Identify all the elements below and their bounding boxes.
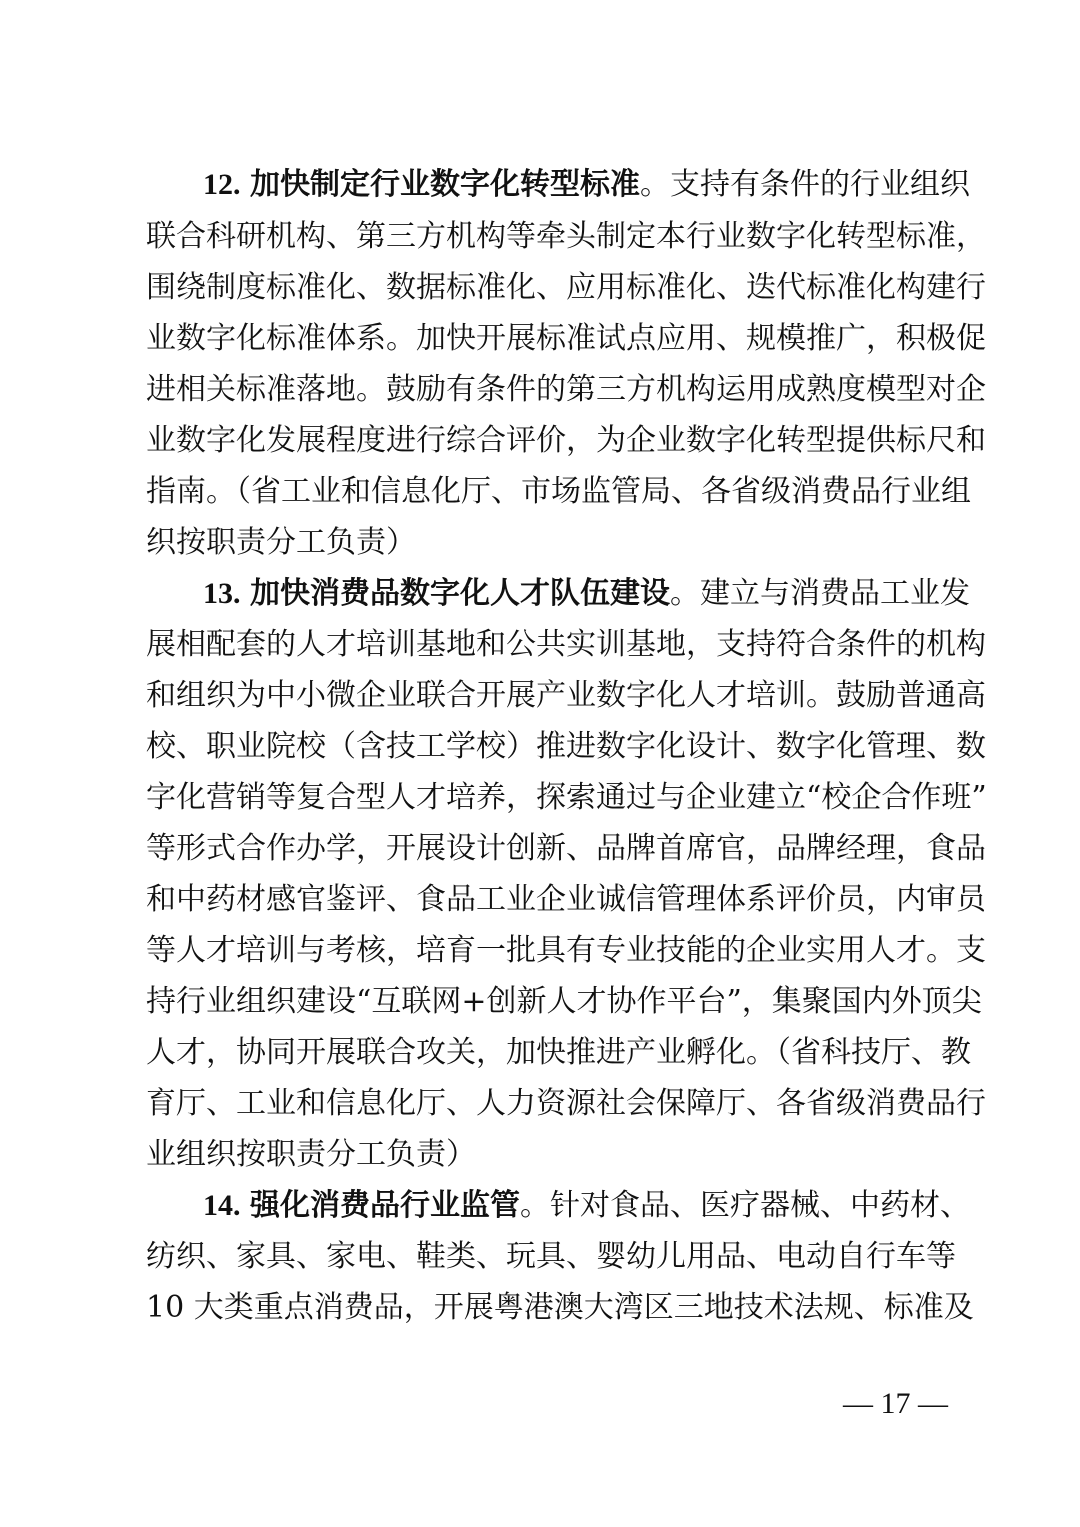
paragraph-13-line-12: 业组织按职责分工负责） xyxy=(146,1137,476,1172)
paragraph-12-line-3: 围绕制度标准化、数据标准化、应用标准化、迭代标准化构建行 xyxy=(146,270,986,305)
paragraph-13-line-11: 育厅、工业和信息化厅、人力资源社会保障厅、各省级消费品行 xyxy=(146,1086,986,1121)
paragraph-13-line-4: 校、职业院校（含技工学校）推进数字化设计、数字化管理、数 xyxy=(146,729,986,764)
paragraph-13-line-1 xyxy=(203,574,971,614)
paragraph-13-text: 。建立与消费品工业发 xyxy=(670,576,971,611)
paragraph-12-line-8: 织按职责分工负责） xyxy=(146,525,416,560)
paragraph-13-number: 13. xyxy=(203,577,241,610)
paragraph-12-line-6: 业数字化发展程度进行综合评价，为企业数字化转型提供标尺和 xyxy=(146,423,986,458)
paragraph-13-line-2: 展相配套的人才培训基地和公共实训基地，支持符合条件的机构 xyxy=(146,627,986,662)
paragraph-14-number: 14. xyxy=(203,1189,241,1222)
paragraph-14-line-2: 纺织、家具、家电、鞋类、玩具、婴幼儿用品、电动自行车等 xyxy=(146,1239,956,1274)
paragraph-12-number: 12. xyxy=(203,168,241,201)
paragraph-12-line-5: 进相关标准落地。鼓励有条件的第三方机构运用成熟度模型对企 xyxy=(146,372,986,407)
paragraph-12-line-1 xyxy=(203,165,971,205)
paragraph-14-line-1 xyxy=(203,1186,971,1226)
paragraph-13-line-6: 等形式合作办学，开展设计创新、品牌首席官，品牌经理，食品 xyxy=(146,831,986,866)
paragraph-13-line-9: 持行业组织建设“互联网+创新人才协作平台”，集聚国内外顶尖 xyxy=(146,984,982,1019)
paragraph-14-line-3: 10 大类重点消费品，开展粤港澳大湾区三地技术法规、标准及 xyxy=(146,1290,974,1325)
paragraph-12-heading: 加快制定行业数字化转型标准 xyxy=(250,167,641,202)
paragraph-13-heading: 加快消费品数字化人才队伍建设 xyxy=(250,576,671,611)
paragraph-12-line-4: 业数字化标准体系。加快开展标准试点应用、规模推广，积极促 xyxy=(146,321,986,356)
paragraph-12-text: 。支持有条件的行业组织 xyxy=(640,167,971,202)
paragraph-14-heading: 强化消费品行业监管 xyxy=(250,1188,521,1223)
paragraph-12-line-2: 联合科研机构、第三方机构等牵头制定本行业数字化转型标准， xyxy=(146,219,986,254)
page-number: — 17 — xyxy=(843,1387,948,1420)
paragraph-13-line-5: 字化营销等复合型人才培养，探索通过与企业建立“校企合作班” xyxy=(146,780,987,815)
paragraph-14-text: 。针对食品、医疗器械、中药材、 xyxy=(520,1188,971,1223)
paragraph-12-line-7: 指南。（省工业和信息化厅、市场监管局、各省级消费品行业组 xyxy=(146,474,971,509)
paragraph-13-line-7: 和中药材感官鉴评、食品工业企业诚信管理体系评价员，内审员 xyxy=(146,882,986,917)
paragraph-13-line-8: 等人才培训与考核，培育一批具有专业技能的企业实用人才。支 xyxy=(146,933,986,968)
paragraph-13-line-10: 人才，协同开展联合攻关，加快推进产业孵化。（省科技厅、教 xyxy=(146,1035,971,1070)
paragraph-13-line-3: 和组织为中小微企业联合开展产业数字化人才培训。鼓励普通高 xyxy=(146,678,986,713)
